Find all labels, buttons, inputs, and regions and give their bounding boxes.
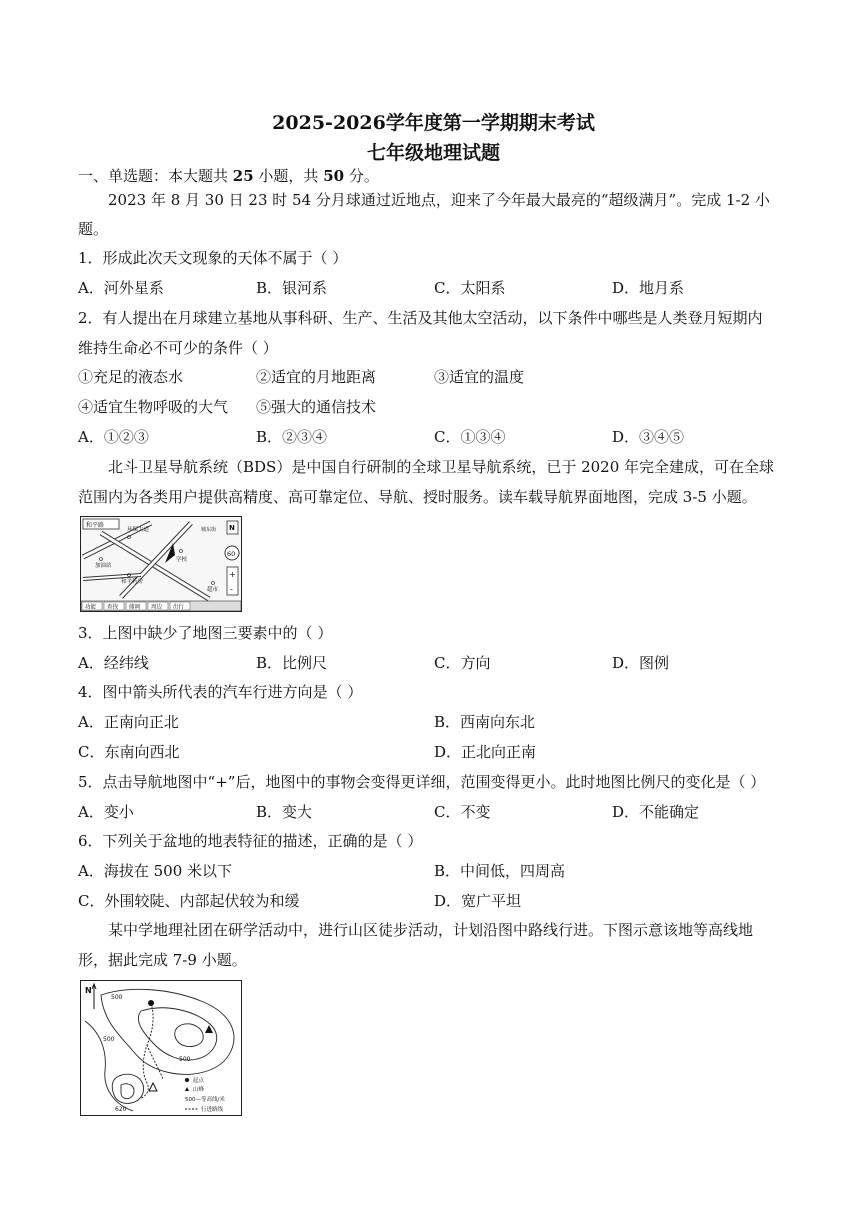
- toolbar-button-storage[interactable]: 储调: [129, 604, 141, 611]
- toolbar-button-nearby[interactable]: 周边: [151, 604, 163, 611]
- label-heping-road: 和平路: [86, 522, 105, 529]
- question-5-option-c[interactable]: C．不变: [434, 803, 491, 821]
- question-6-option-c[interactable]: C．外围较陡、内部起伏较为和缓: [78, 892, 300, 910]
- question-3-option-d[interactable]: D．图例: [612, 654, 670, 672]
- question-5-stem: 5．点击导航地图中“+”后，地图中的事物会变得更详细，范围变得更小。此时地图比例尺的变化是（ ）: [78, 773, 766, 791]
- question-2-item-5: ⑤强大的通信技术: [256, 398, 377, 416]
- contour-map-figure: [80, 980, 242, 1116]
- question-2-item-4: ④适宜生物呼吸的大气: [78, 398, 229, 416]
- question-2-option-a[interactable]: A．①②③: [78, 428, 149, 446]
- question-4-option-d[interactable]: D．正北向正南: [434, 743, 537, 761]
- contour-label-620: 620: [115, 1106, 127, 1113]
- question-4-option-a[interactable]: A．正南向正北: [78, 713, 179, 731]
- question-4-stem: 4．图中箭头所代表的汽车行进方向是（ ）: [78, 683, 363, 701]
- label-chengdong-street: 城东街: [201, 527, 217, 533]
- intro-paragraph-2-line-1: 北斗卫星导航系统（BDS）是中国自行研制的全球卫星导航系统，已于 2020 年完全建成，可在全球: [108, 458, 775, 476]
- question-3-option-a[interactable]: A．经纬线: [78, 654, 149, 672]
- intro-paragraph-3-line-1: 某中学地理社团在研学活动中，进行山区徒步活动，计划沿图中路线行进。下图示意该地等高线地: [108, 921, 754, 939]
- contour-north-label: N: [85, 986, 92, 995]
- exam-subtitle: 七年级地理试题: [366, 142, 500, 164]
- label-school: 学校: [176, 557, 188, 563]
- total-score: 50: [323, 167, 345, 185]
- label-pharmacy: 和平药房: [121, 579, 144, 585]
- toolbar-button-travel[interactable]: 出行: [173, 604, 185, 611]
- question-4-option-c[interactable]: C．东南向西北: [78, 743, 180, 761]
- question-2-stem-line-1: 2．有人提出在月球建立基地从事科研、生产、生活及其他太空活动，以下条件中哪些是人类登月短期内: [78, 309, 763, 327]
- contour-label-500-top: 500: [111, 994, 123, 1001]
- exam-title: 2025-2026学年度第一学期期末考试: [272, 112, 595, 134]
- contour-label-500-left: 500: [103, 1036, 115, 1043]
- north-label: N: [229, 524, 235, 532]
- question-3-option-c[interactable]: C．方向: [434, 654, 491, 672]
- question-5-option-b[interactable]: B．变大: [256, 803, 313, 821]
- question-3-stem: 3．上图中缺少了地图三要素中的（ ）: [78, 624, 333, 642]
- intro-paragraph-1-line-1: 2023 年 8 月 30 日 23 时 54 分月球通过近地点，迎来了今年最大最亮的“超级满月”。完成 1-2 小: [108, 191, 770, 209]
- question-4-option-b[interactable]: B．西南向东北: [434, 713, 536, 731]
- legend-route: 行进路线: [201, 1107, 224, 1113]
- question-6-option-b[interactable]: B．中间低，四周高: [434, 862, 566, 880]
- question-1-stem: 1．形成此次天文现象的天体不属于（ ）: [78, 249, 348, 267]
- toolbar-button-function[interactable]: 功能: [85, 604, 97, 611]
- question-2-option-c[interactable]: C．①③④: [434, 428, 506, 446]
- label-gas-station: 加油站: [95, 563, 112, 569]
- zoom-out-button[interactable]: -: [230, 585, 233, 594]
- question-1-option-d[interactable]: D．地月系: [612, 279, 685, 297]
- speed-limit-value: 60: [227, 550, 236, 558]
- question-1-option-c[interactable]: C．太阳系: [434, 279, 506, 297]
- question-2-option-b[interactable]: B．②③④: [256, 428, 328, 446]
- toolbar-button-search[interactable]: 查找: [107, 604, 119, 611]
- legend-start-icon: [185, 1078, 189, 1082]
- contour-map-svg: [81, 981, 241, 1115]
- question-2-item-1: ①充足的液态水: [78, 368, 184, 386]
- section-heading: 一、单选题：本大题共 25 小题，共 50 分。: [78, 167, 379, 185]
- question-1-option-b[interactable]: B．银河系: [256, 279, 328, 297]
- question-6-option-a[interactable]: A．海拔在 500 米以下: [78, 862, 232, 880]
- label-supermarket: 超市: [207, 587, 219, 593]
- question-2-item-3: ③适宜的温度: [434, 368, 525, 386]
- legend-peak: 山峰: [193, 1087, 205, 1093]
- zoom-in-button[interactable]: +: [229, 570, 236, 579]
- intro-paragraph-2-line-2: 范围内为各类用户提供高精度、高可靠定位、导航、授时服务。读车载导航界面地图，完成 3-5 小题。: [78, 488, 757, 506]
- question-2-stem-line-2: 维持生命必不可少的条件（ ）: [78, 339, 278, 357]
- question-2-option-d[interactable]: D．③④⑤: [612, 428, 685, 446]
- legend-start: 起点: [193, 1078, 205, 1084]
- question-5-option-a[interactable]: A．变小: [78, 803, 134, 821]
- navigation-map-figure: [80, 516, 242, 612]
- contour-label-500-right: 500: [179, 1056, 191, 1063]
- question-6-option-d[interactable]: D．宽广平坦: [434, 892, 522, 910]
- question-count: 25: [232, 167, 254, 185]
- intro-paragraph-1-line-2: 题。: [78, 220, 109, 238]
- navigation-map-svg: [81, 517, 241, 611]
- question-3-option-b[interactable]: B．比例尺: [256, 654, 328, 672]
- question-1-option-a[interactable]: A．河外星系: [78, 279, 164, 297]
- label-huanbao-avenue: 环保大道: [127, 527, 150, 533]
- legend-contour: 500—等高线/米: [185, 1097, 225, 1103]
- intro-paragraph-3-line-2: 形，据此完成 7-9 小题。: [78, 951, 247, 969]
- question-5-option-d[interactable]: D．不能确定: [612, 803, 700, 821]
- question-2-item-2: ②适宜的月地距离: [256, 368, 377, 386]
- question-6-stem: 6．下列关于盆地的地表特征的描述，正确的是（ ）: [78, 832, 423, 850]
